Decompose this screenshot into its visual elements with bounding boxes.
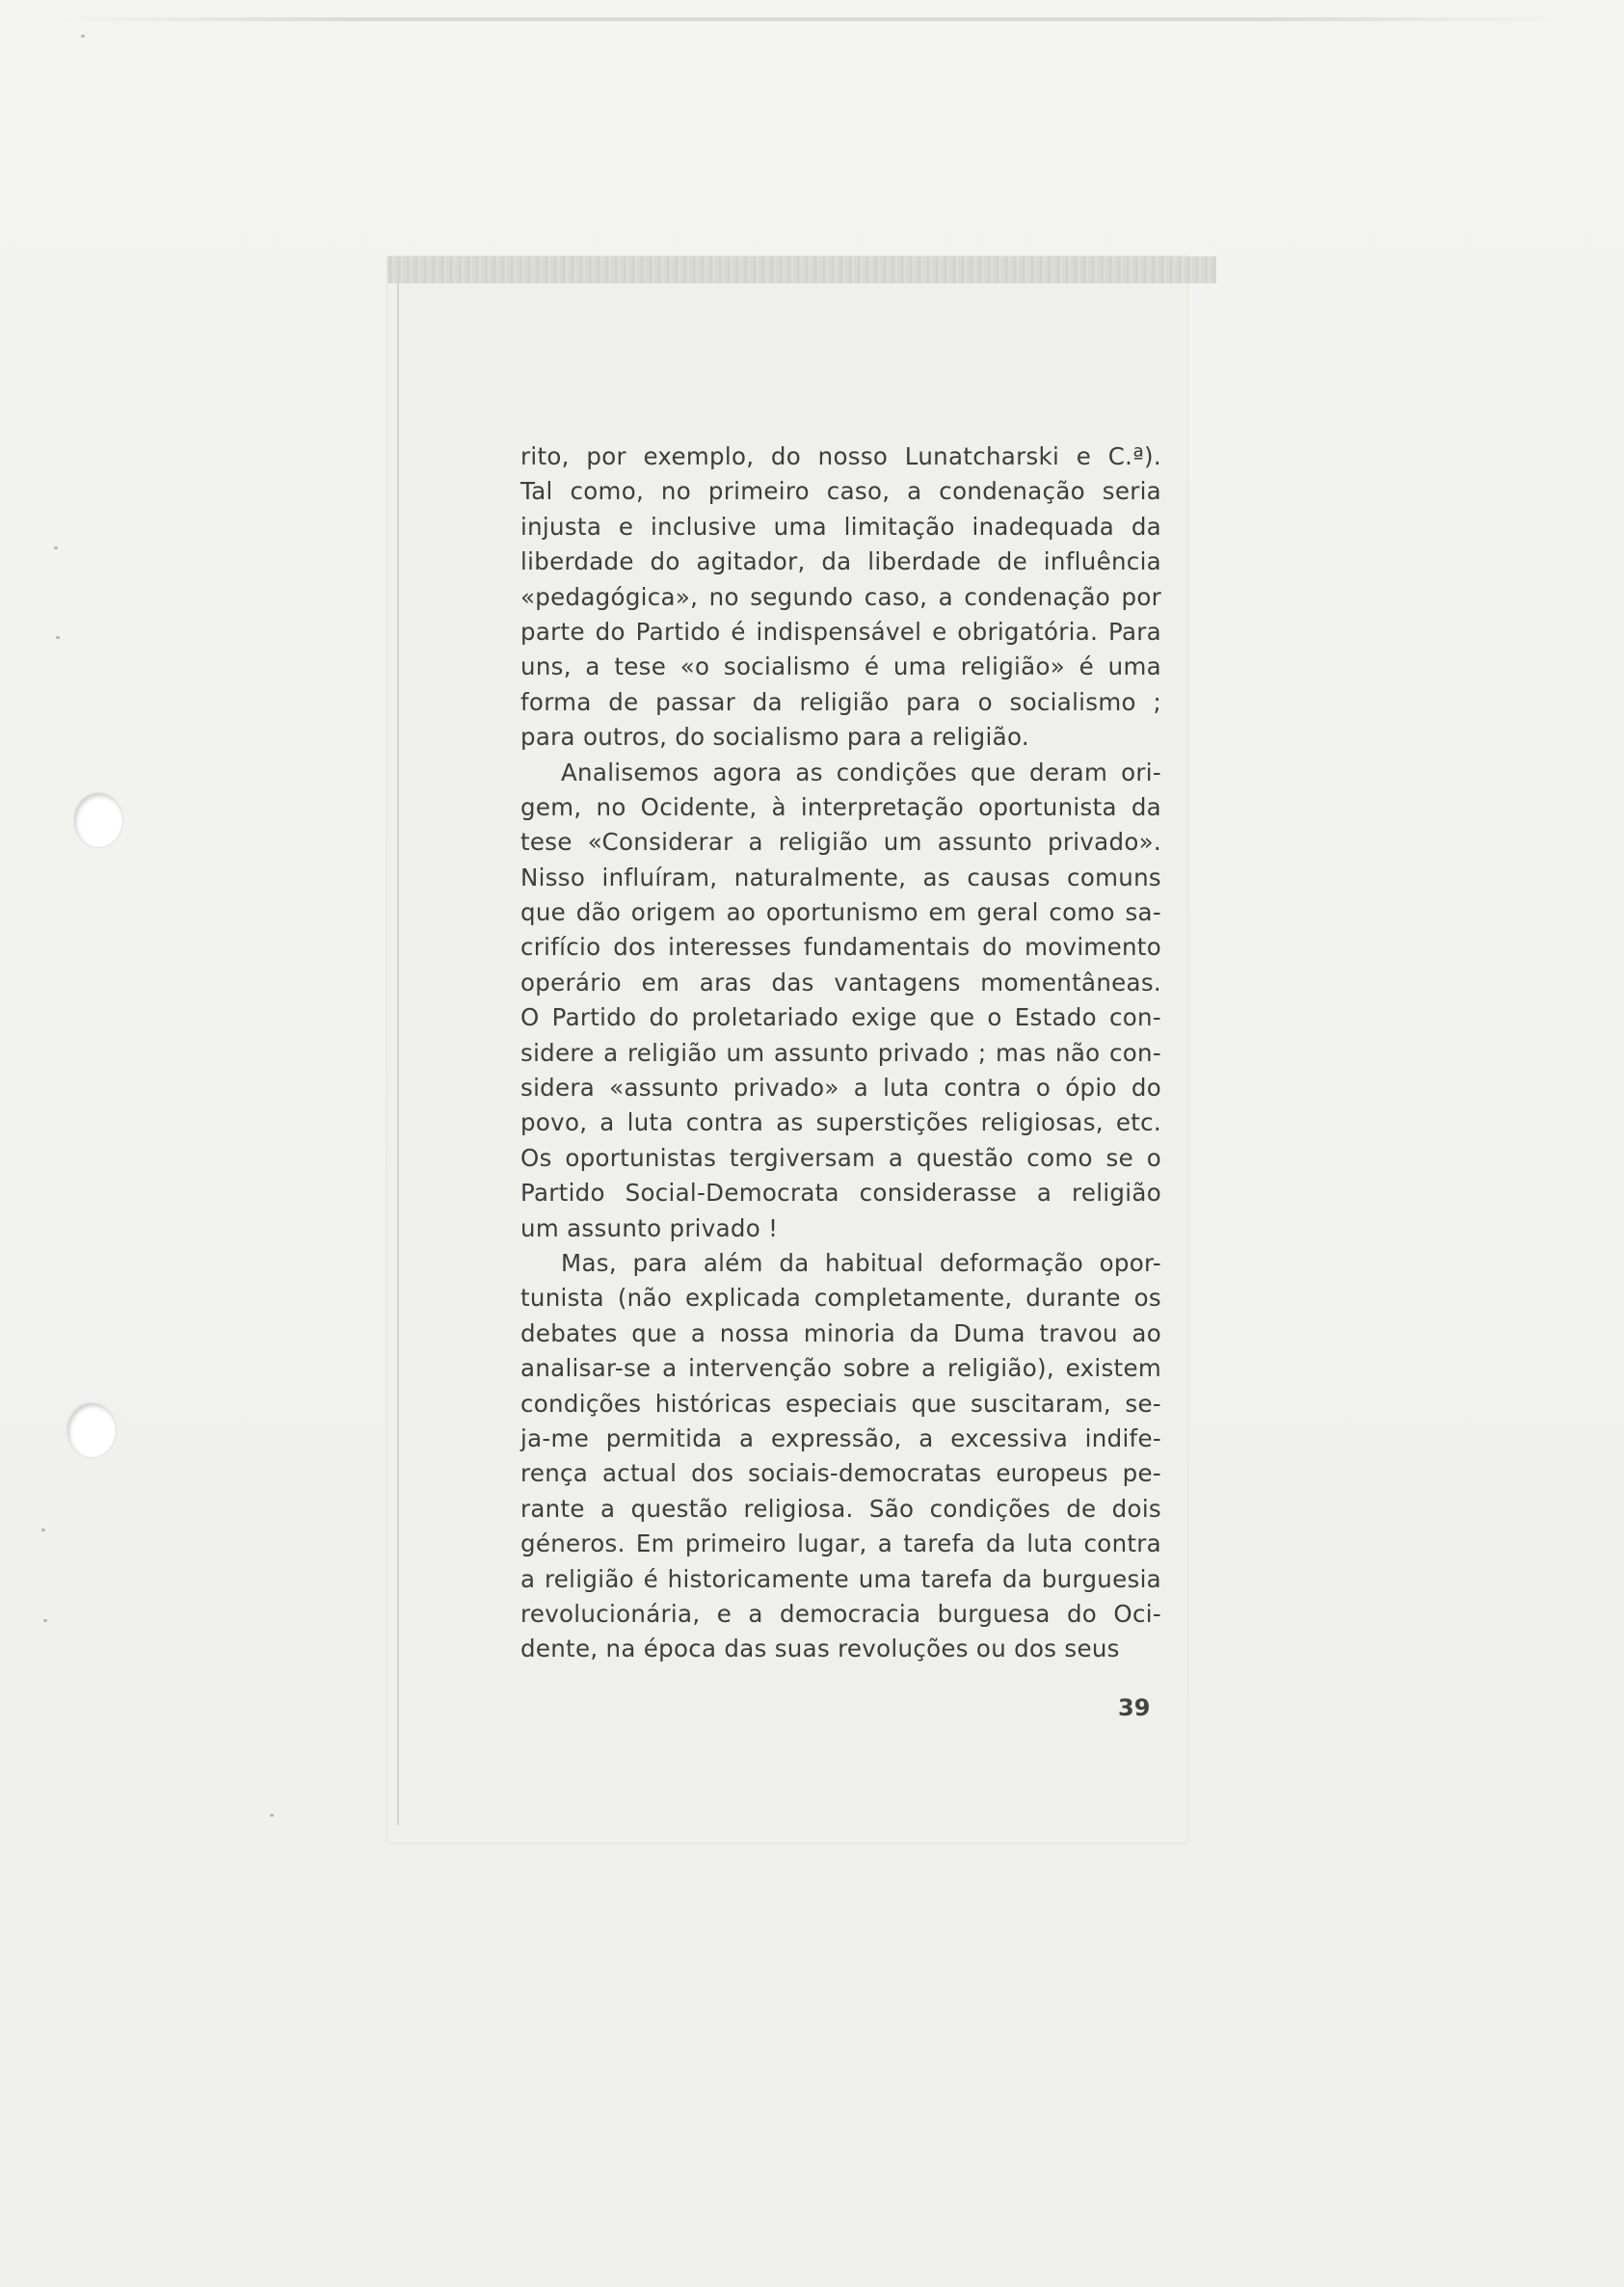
paragraph xyxy=(520,756,1161,1246)
text-line: injusta e inclusive uma limitação inadequada da xyxy=(520,512,1161,541)
text-line: Mas, para além da habitual deformação opor- xyxy=(561,1248,1161,1277)
page-number: 39 xyxy=(1118,1694,1151,1721)
text-line: crifício dos interesses fundamentais do movimento xyxy=(520,933,1161,962)
punch-hole-upper xyxy=(74,793,122,847)
paper-speck xyxy=(56,636,60,639)
text-line: tese «Considerar a religião um assunto privado». xyxy=(520,828,1161,857)
text-line: que dão origem ao oportunismo em geral como sa- xyxy=(520,898,1161,927)
paper-speck xyxy=(270,1814,274,1817)
text-line: para outros, do socialismo para a religião. xyxy=(520,723,1029,752)
punch-hole-lower xyxy=(67,1403,116,1457)
sheet-top-edge xyxy=(58,17,1561,21)
clipping-fold-line xyxy=(397,283,399,1825)
text-line: géneros. Em primeiro lugar, a tarefa da luta contra xyxy=(520,1529,1161,1558)
text-line: «pedagógica», no segundo caso, a condenação por xyxy=(520,582,1161,611)
text-line: gem, no Ocidente, à interpretação oportunista da xyxy=(520,792,1161,821)
text-line: tunista (não explicada completamente, durante os xyxy=(520,1284,1161,1313)
text-line: rença actual dos sociais-democratas europeus pe- xyxy=(520,1459,1161,1488)
text-line: liberdade do agitador, da liberdade de influência xyxy=(520,547,1161,576)
text-line: um assunto privado ! xyxy=(520,1213,779,1242)
text-line: operário em aras das vantagens momentâneas. xyxy=(520,968,1161,997)
text-line: analisar-se a intervenção sobre a religião), existem xyxy=(520,1354,1161,1383)
text-line: uns, a tese «o socialismo é uma religião» é uma xyxy=(520,652,1161,681)
text-line: a religião é historicamente uma tarefa da burguesia xyxy=(520,1564,1161,1593)
paper-speck xyxy=(41,1529,45,1531)
clipping-torn-edge xyxy=(387,256,1216,283)
text-line: povo, a luta contra as superstições religiosas, etc. xyxy=(520,1108,1161,1137)
paper-speck xyxy=(43,1619,47,1622)
text-line: sidera «assunto privado» a luta contra o ópio do xyxy=(520,1074,1161,1103)
text-line: O Partido do proletariado exige que o Estado con- xyxy=(520,1003,1161,1032)
text-line: rante a questão religiosa. São condições de dois xyxy=(520,1494,1161,1523)
text-line: Partido Social-Democrata considerasse a religião xyxy=(520,1179,1161,1208)
text-line: Tal como, no primeiro caso, a condenação seria xyxy=(520,477,1161,506)
text-line: rito, por exemplo, do nosso Lunatcharski e C.ª). xyxy=(520,442,1161,470)
text-line: condições históricas especiais que suscitaram, se- xyxy=(520,1389,1161,1418)
text-line: ja-me permitida a expressão, a excessiva indife- xyxy=(520,1423,1161,1452)
text-line: revolucionária, e a democracia burguesa do Oci- xyxy=(520,1599,1161,1628)
text-line: forma de passar da religião para o socialismo ; xyxy=(520,687,1161,716)
paper-speck xyxy=(54,546,58,549)
paragraph xyxy=(520,1246,1161,1667)
paper-speck xyxy=(81,35,85,38)
paragraph xyxy=(520,439,1161,756)
article-text xyxy=(520,439,1161,1667)
text-line: sidere a religião um assunto privado ; mas não con- xyxy=(520,1038,1161,1067)
text-line: dente, na época das suas revoluções ou dos seus xyxy=(520,1635,1120,1663)
text-line: parte do Partido é indispensável e obrigatória. Para xyxy=(520,617,1161,646)
text-line: debates que a nossa minoria da Duma travou ao xyxy=(520,1318,1161,1347)
text-line: Nisso influíram, naturalmente, as causas comuns xyxy=(520,863,1161,891)
text-line: Analisemos agora as condições que deram ori- xyxy=(561,758,1161,786)
text-line: Os oportunistas tergiversam a questão como se o xyxy=(520,1143,1161,1172)
